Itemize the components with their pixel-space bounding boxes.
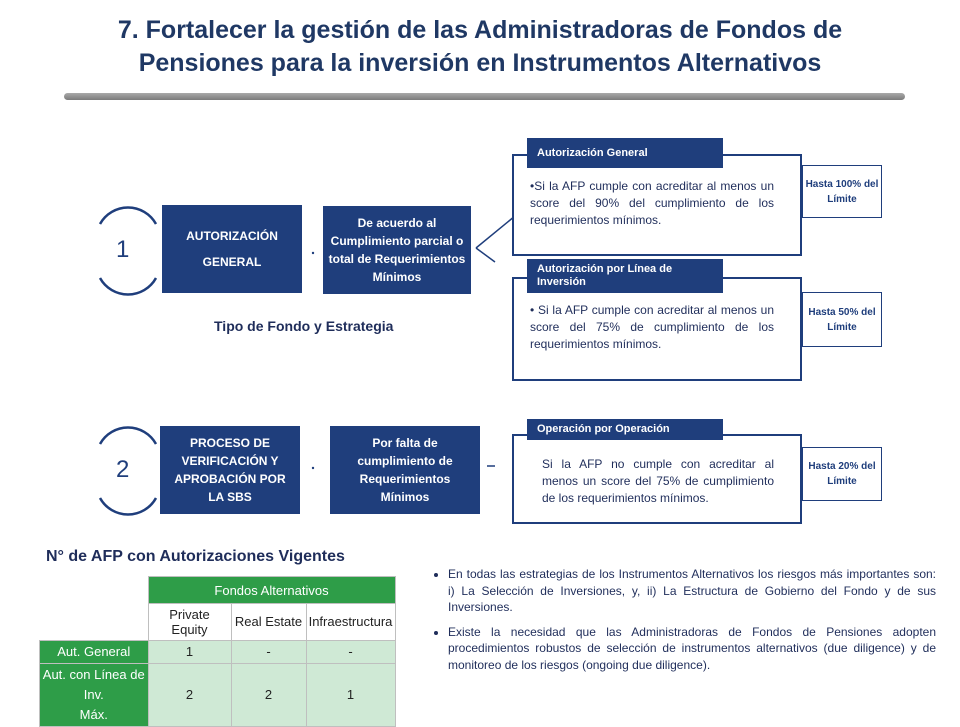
cell: - xyxy=(306,640,395,663)
step-number-2: 2 xyxy=(116,456,130,483)
row-label-line-1: Aut. con Línea de Inv. xyxy=(42,666,145,702)
title-line-2: Pensiones para la inversión en Instrumentos Alternativos xyxy=(138,49,822,77)
afp-table xyxy=(39,576,396,727)
operation-tab: Operación por Operación xyxy=(527,419,723,440)
circle-arc-bottom-2 xyxy=(100,498,156,515)
line-authorization-text: • Si la AFP cumple con acreditar al menos un score del 75% de cumplimiento de los requerimientos mínimos. xyxy=(530,303,774,351)
cumplimiento-box: De acuerdo al Cumplimiento parcial o total de Requerimientos Mínimos xyxy=(323,206,471,294)
circle-arc-top-2 xyxy=(100,427,156,444)
row-label-line-2: Máx. xyxy=(79,706,108,722)
line-authorization-tab: Autorización por Línea de Inversión xyxy=(527,259,723,293)
col-header: Real Estate xyxy=(231,604,306,641)
col-header: Private Equity xyxy=(148,604,231,641)
cell: 2 xyxy=(231,663,306,726)
lack-of-compliance-box: Por falta de cumplimiento de Requerimientos Mínimos xyxy=(330,426,480,514)
general-authorization-text: •Si la AFP cumple con acreditar al menos un score del 90% del cumplimiento de los requerimientos mínimos. xyxy=(530,179,774,227)
limit-100-badge: Hasta 100% del Límite xyxy=(802,165,882,218)
separator-dot-1 xyxy=(312,252,314,254)
table-row xyxy=(40,604,396,641)
row-label: Aut. General xyxy=(40,640,149,663)
sbs-verification-box: PROCESO DE VERIFICACIÓN Y APROBACIÓN POR LA SBS xyxy=(160,426,300,514)
afp-table-wrap xyxy=(39,576,396,727)
list-item: • Existe la necesidad que las Administradoras de Fondos de Pensiones adopten procedimientos robustos de selección de instrumentos alternativos (due diligence) y de monitoreo de los riesgos (ongoing due diligence). xyxy=(448,624,936,674)
cell: - xyxy=(231,640,306,663)
step-number-1: 1 xyxy=(116,236,130,263)
separator-dot-2 xyxy=(312,467,314,469)
col-header: Infraestructura xyxy=(306,604,395,641)
cell: 2 xyxy=(148,663,231,726)
title-line-1: 7. Fortalecer la gestión de las Administradoras de Fondos de xyxy=(117,16,843,44)
fork-line-down xyxy=(476,248,495,262)
fund-strategy-caption: Tipo de Fondo y Estrategia xyxy=(214,318,394,334)
table-row xyxy=(40,640,396,663)
list-item: • En todas las estrategias de los Instrumentos Alternativos los riesgos más importantes son: i) La Selección de Inversiones, y, ii) La Estructura de Gobierno del Fondo y de sus Inversiones. xyxy=(448,566,936,616)
circle-arc-bottom-1 xyxy=(100,278,156,295)
box1-line-2: GENERAL xyxy=(202,255,262,269)
row-label xyxy=(40,663,149,726)
cell: 1 xyxy=(148,640,231,663)
group-header: Fondos Alternativos xyxy=(148,577,395,604)
afp-heading: N° de AFP con Autorizaciones Vigentes xyxy=(46,548,345,565)
fork-line-up xyxy=(476,216,515,248)
cell: 1 xyxy=(306,663,395,726)
limit-50-badge: Hasta 50% del Límite xyxy=(802,292,882,347)
autorizacion-general-box xyxy=(162,205,302,293)
general-authorization-tab: Autorización General xyxy=(527,138,723,168)
limit-20-badge: Hasta 20% del Límite xyxy=(802,447,882,501)
table-row xyxy=(40,663,396,726)
box1-line-1: AUTORIZACIÓN xyxy=(186,229,278,243)
circle-arc-top-1 xyxy=(100,207,156,224)
operation-text: Si la AFP no cumple con acreditar al menos un score del 75% de cumplimiento de los requerimientos mínimos. xyxy=(542,457,774,505)
table-row xyxy=(40,577,396,604)
bullet-list xyxy=(426,566,936,681)
